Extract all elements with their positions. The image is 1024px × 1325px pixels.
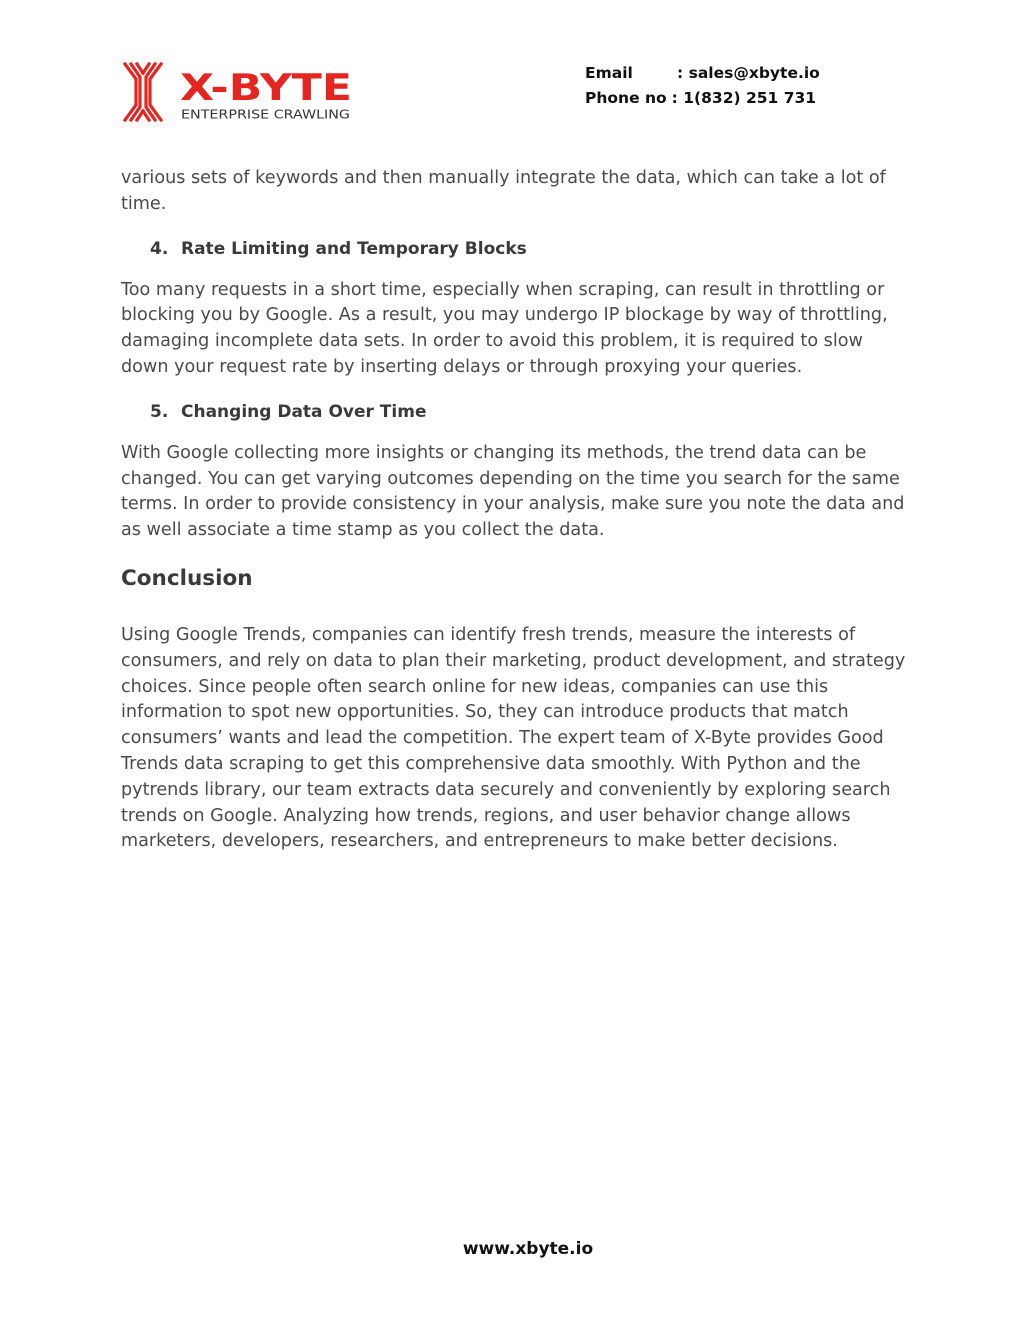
phone-label: Phone no [585, 89, 667, 107]
section-5-heading [150, 401, 913, 423]
section-5-paragraph: With Google collecting more insights or changing its methods, the trend data can be changed. You can get varying outcomes depending on the time you search for the same terms. In order to provide consistency in your analysis, make sure you note the data and as well associate a time stamp as you collect the data. [121, 442, 905, 541]
xbyte-logo [122, 61, 354, 123]
intro-paragraph: various sets of keywords and then manually integrate the data, which can take a lot of time. [121, 168, 886, 214]
conclusion-paragraph: Using Google Trends, companies can identify fresh trends, measure the interests of consumers, and rely on data to plan their marketing, product development, and strategy choices. Since people often search online for new ideas, companies can use this information to spot new opportunities. So, they can introduce products that match consumers’ wants and lead the competition. The expert team of X-Byte provides Good Trends data scraping to get this comprehensive data smoothly. With Python and the pytrends library, our team extracts data securely and conveniently by exploring search trends on Google. Analyzing how trends, regions, and user behavior change allows marketers, developers, researchers, and entrepreneurs to make better decisions. [121, 624, 906, 852]
footer-website-link[interactable]: www.xbyte.io [462, 1239, 594, 1259]
email-value[interactable]: : sales@xbyte.io [677, 64, 820, 82]
email-label: Email [585, 64, 633, 82]
conclusion-heading: Conclusion [121, 565, 253, 591]
section-4-number: 4. [150, 238, 169, 259]
section-4-title: Rate Limiting and Temporary Blocks [181, 238, 527, 259]
xbyte-emblem-icon [125, 64, 161, 120]
document-body [121, 166, 913, 855]
section-5-title: Changing Data Over Time [181, 401, 427, 422]
section-4-heading [150, 238, 913, 260]
email-row [585, 61, 820, 86]
phone-row [585, 86, 820, 111]
contact-info [585, 61, 820, 111]
logo-tagline-text: ENTERPRISE CRAWLING [181, 107, 350, 122]
section-4-paragraph: Too many requests in a short time, especially when scraping, can result in throttling or blocking you by Google. As a result, you may undergo IP blockage by way of throttling, damaging incomplete data sets. In order to avoid this problem, it is required to slow down your request rate by inserting delays or through proxying your queries. [121, 279, 888, 377]
logo-brand-text: X-BYTE [180, 66, 352, 109]
phone-value: : 1(832) 251 731 [671, 89, 817, 107]
section-5-number: 5. [150, 401, 169, 422]
